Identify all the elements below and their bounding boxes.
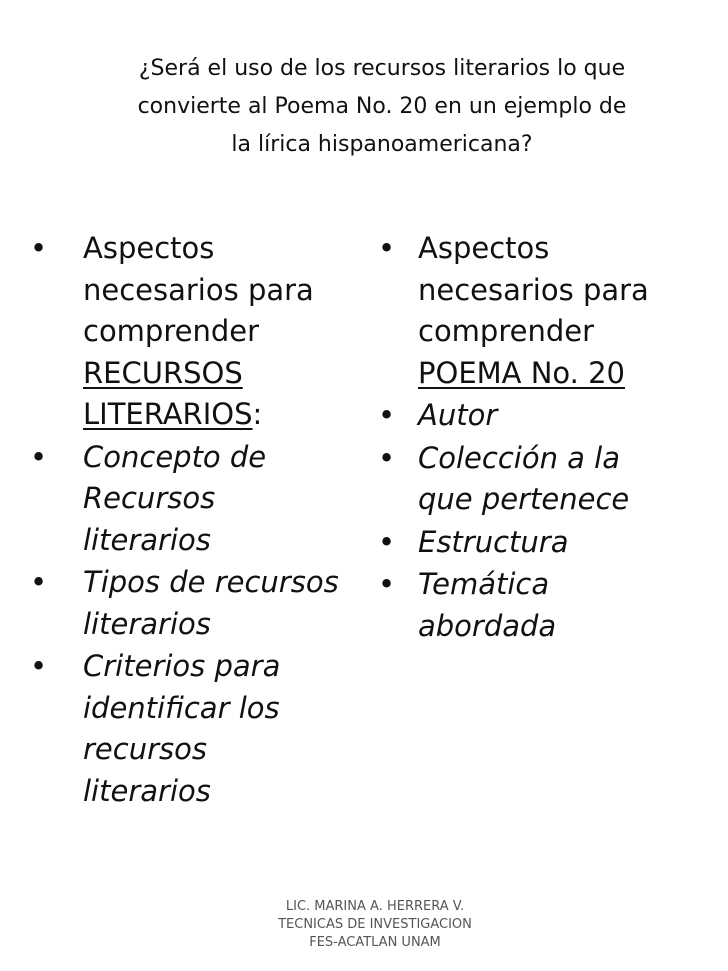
item-line: Recursos [83,481,216,515]
heading-line: comprender [83,314,260,348]
item-line: literarios [83,606,211,641]
right-bullet-list [378,228,708,648]
list-item [30,437,360,562]
list-item [378,522,708,564]
item-line: Tipos de recursos [83,565,339,599]
bullet-icon: • [378,440,396,475]
list-item [378,395,708,437]
bullet-icon: • [378,567,396,601]
bullet-icon: • [378,398,396,432]
bullet-icon: • [30,439,48,474]
item-line: Autor [418,398,498,432]
item-line: abordada [418,608,557,643]
bullet-icon: • [378,231,396,265]
bullet-icon: • [378,524,396,559]
item-line: Temática [418,567,550,601]
item-line: que pertenece [418,482,630,516]
list-item [30,562,360,645]
heading-line: comprender [418,314,595,348]
item-line: recursos [83,732,207,766]
item-line: literarios [83,522,211,557]
left-heading-item [30,228,360,436]
item-line: Estructura [418,524,569,559]
item-line: literarios [83,773,211,808]
item-line: identificar los [83,690,280,725]
footer-line: FES-ACATLAN UNAM [309,935,441,950]
heading-underlined-line: POEMA No. 20 [418,355,625,390]
item-line: Criterios para [83,649,281,683]
footer-line: TECNICAS DE INVESTIGACION [278,917,472,932]
heading-line: necesarios para [83,272,314,307]
heading-line: Aspectos [418,231,550,265]
title-line: la lírica hispanoamericana? [231,132,533,157]
heading-suffix: : [252,397,263,431]
heading-underlined-line: LITERARIOS [83,397,253,431]
list-item [378,438,708,521]
bullet-icon: • [30,231,48,265]
title-line: ¿Será el uso de los recursos literarios lo que [138,56,626,81]
left-bullet-list [30,228,360,813]
item-line: Colección a la [418,440,620,475]
title-line: convierte al Poema No. 20 en un ejemplo de [137,94,627,119]
list-item [30,646,360,812]
slide-footer [250,898,500,952]
heading-underlined-line: RECURSOS [83,355,243,390]
bullet-icon: • [30,565,48,599]
footer-line: LIC. MARINA A. HERRERA V. [285,899,465,914]
list-item [378,564,708,647]
heading-line: Aspectos [83,231,215,265]
slide-title [82,50,682,164]
bullet-icon: • [30,649,48,683]
item-line: Concepto de [83,439,267,474]
right-heading-item [378,228,708,394]
heading-line: necesarios para [418,272,649,307]
